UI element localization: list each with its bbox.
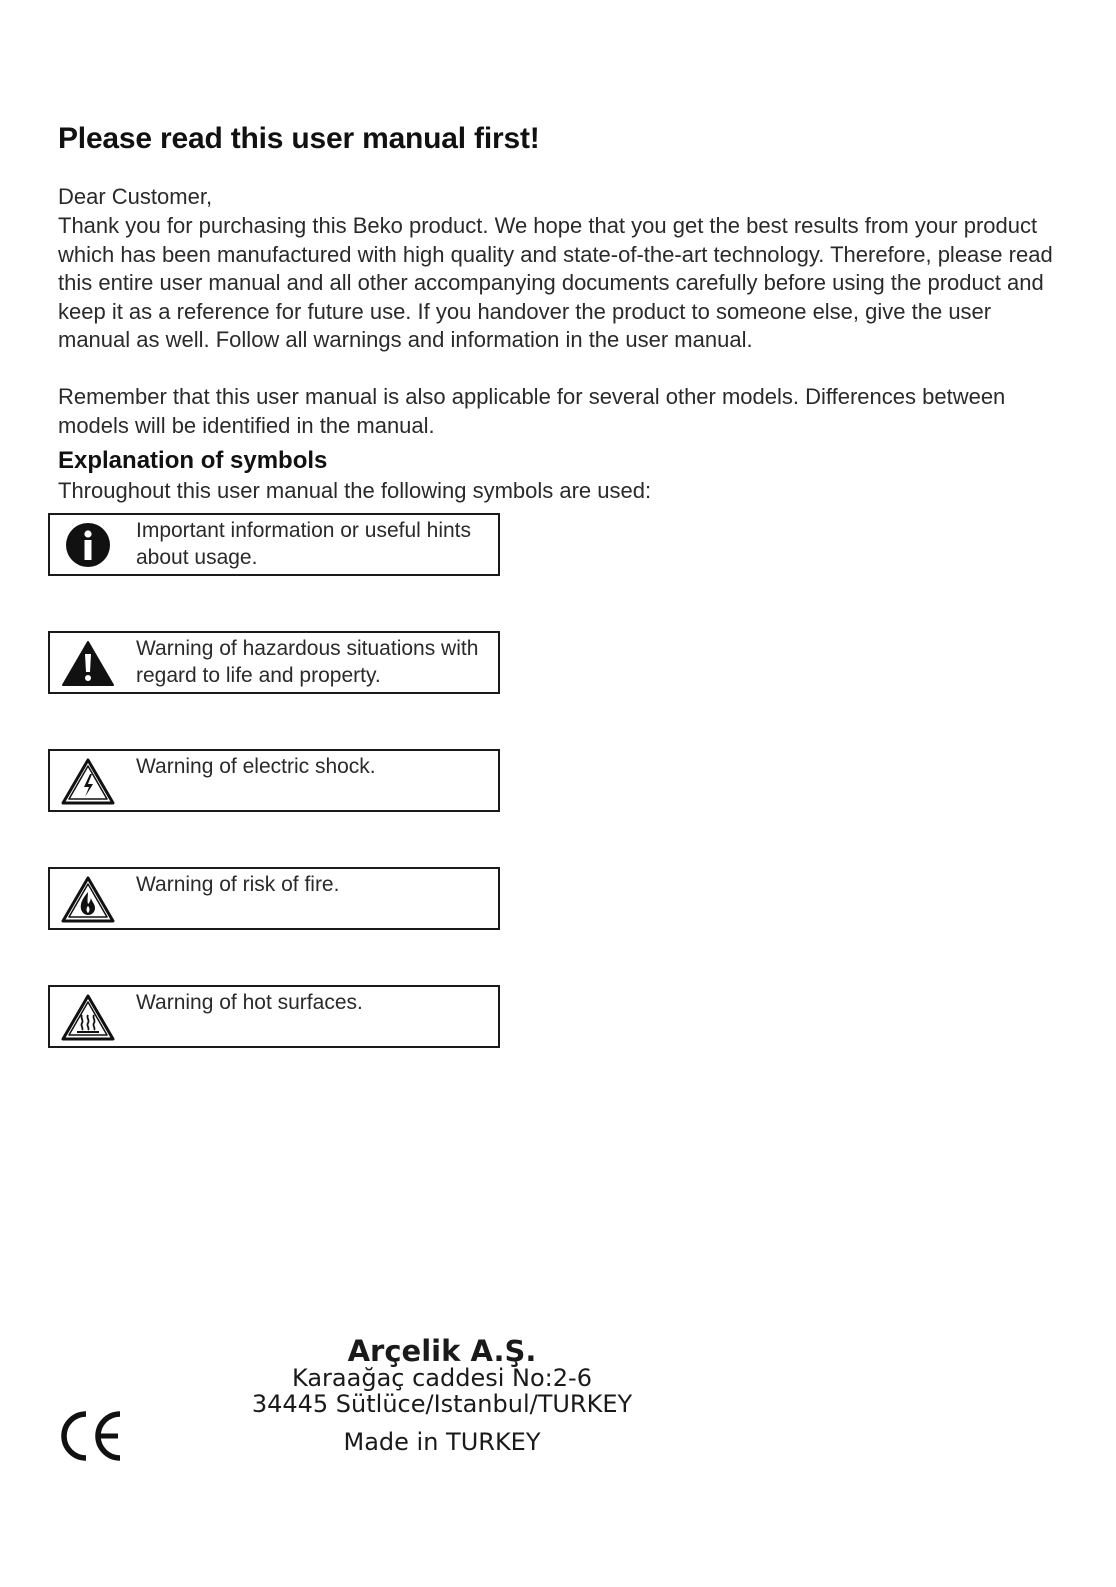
fire-icon bbox=[60, 875, 116, 923]
greeting: Dear Customer, bbox=[58, 184, 213, 209]
electric-shock-icon bbox=[60, 757, 116, 805]
info-icon bbox=[60, 521, 116, 569]
intro-paragraph: Thank you for purchasing this Beko product. We hope that you get the best results from your product which has been manufactured with high quality and state-of-the-art technology. Therefore, please read this entire user manual and all other accompanying documents carefully before using the product and keep it as a reference for future use. If you handover the product to someone else, give the user manual as well. Follow all warnings and information in the user manual. bbox=[58, 213, 1053, 352]
symbol-box-hot-surface bbox=[48, 985, 500, 1048]
symbol-box-warning bbox=[48, 631, 500, 694]
symbols-heading: Explanation of symbols bbox=[58, 447, 328, 474]
hot-surface-icon bbox=[60, 993, 116, 1041]
address-line-1: Karaağaç caddesi No:2-6 bbox=[292, 1364, 592, 1392]
symbol-text-hot-surface: Warning of hot surfaces. bbox=[136, 991, 363, 1014]
models-paragraph: Remember that this user manual is also applicable for several other models. Differences between models will be identified in the manual. bbox=[58, 384, 1006, 438]
made-in: Made in TURKEY bbox=[343, 1428, 541, 1456]
ce-mark-icon bbox=[56, 1410, 126, 1462]
symbol-text-info: Important information or useful hints about usage. bbox=[136, 519, 471, 569]
symbols-lead: Throughout this user manual the following symbols are used: bbox=[58, 478, 652, 503]
warning-icon bbox=[60, 639, 116, 687]
symbol-text-fire: Warning of risk of fire. bbox=[136, 873, 340, 896]
symbol-box-electric-shock bbox=[48, 749, 500, 812]
symbol-box-fire bbox=[48, 867, 500, 930]
company-name: Arçelik A.Ş. bbox=[347, 1334, 537, 1368]
symbol-text-warning: Warning of hazardous situations with regard to life and property. bbox=[136, 637, 479, 687]
symbol-box-info bbox=[48, 513, 500, 576]
address-line-2: 34445 Sütlüce/Istanbul/TURKEY bbox=[251, 1390, 633, 1418]
page-title: Please read this user manual first! bbox=[58, 122, 540, 155]
symbol-text-electric-shock: Warning of electric shock. bbox=[136, 755, 376, 778]
